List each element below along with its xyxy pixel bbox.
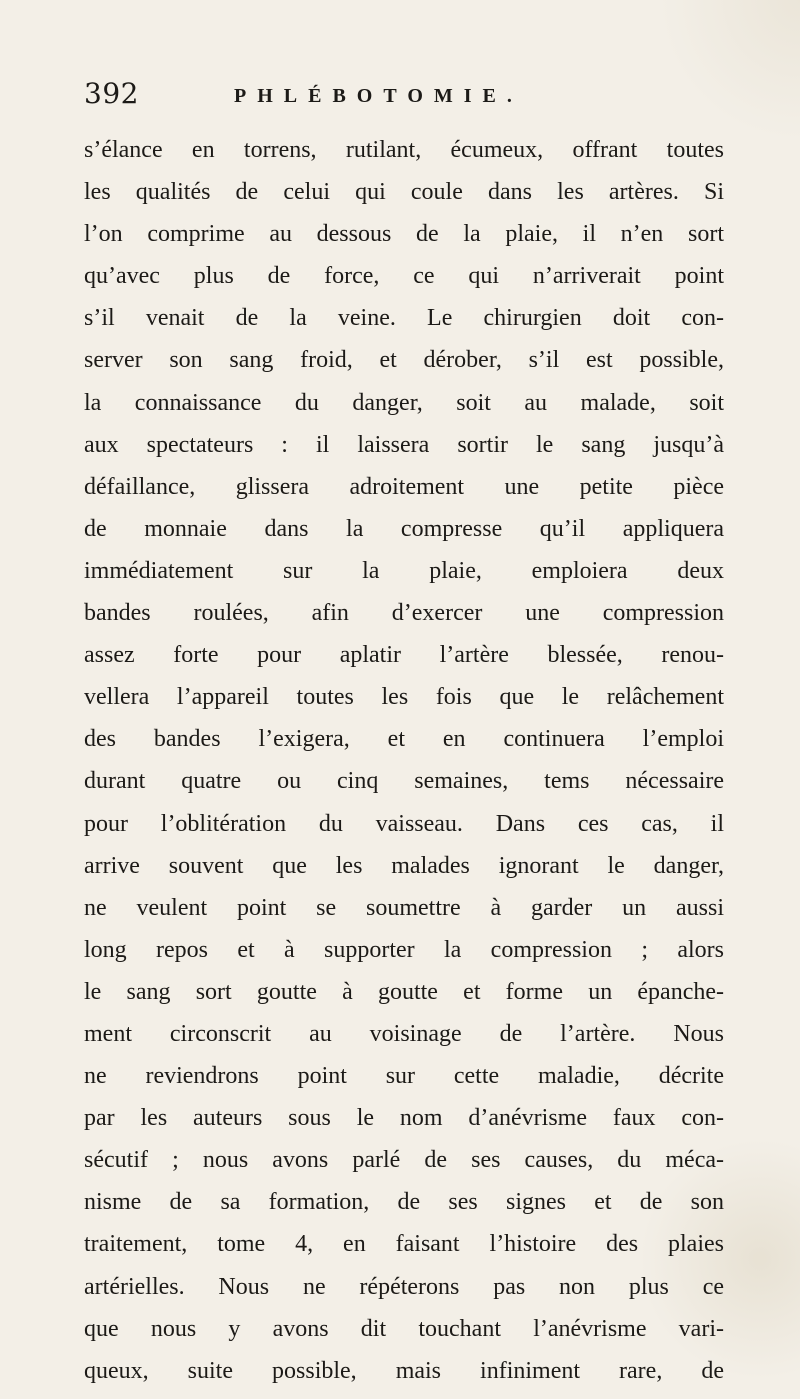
text-line: ne veulent point se soumettre à garder un aussi — [84, 894, 724, 921]
text-line: l’on comprime au dessous de la plaie, il n’en sort — [84, 221, 724, 248]
text-line: aux spectateurs : il laissera sortir le sang jusqu’à — [84, 431, 724, 458]
text-line: qu’avec plus de force, ce qui n’arriverait point — [84, 263, 724, 290]
text-line: s’élance en torrens, rutilant, écumeux, offrant toutes — [84, 137, 724, 163]
text-line: long repos et à supporter la compression ; alors — [84, 936, 724, 963]
running-title: PHLÉBOTOMIE. — [234, 85, 523, 107]
text-line: server son sang froid, et dérober, s’il est possible, — [84, 347, 724, 374]
text-line: nisme de sa formation, de ses signes et de son — [84, 1189, 724, 1216]
text-line: des bandes l’exigera, et en continuera l’emploi — [84, 726, 724, 753]
text-line: que nous y avons dit touchant l’anévrisme vari- — [84, 1315, 724, 1342]
text-line: queux, suite possible, mais infiniment rare, de — [84, 1357, 724, 1384]
text-line: les qualités de celui qui coule dans les artères. Si — [84, 179, 724, 206]
text-line: immédiatement sur la plaie, emploiera deux — [84, 557, 724, 584]
body-text — [84, 129, 724, 1392]
text-line: ne reviendrons point sur cette maladie, décrite — [84, 1063, 724, 1090]
text-line: la connaissance du danger, soit au malade, soit — [84, 389, 724, 416]
page-number: 392 — [84, 77, 139, 110]
text-line: s’il venait de la veine. Le chirurgien doit con- — [84, 305, 724, 332]
text-line: artérielles. Nous ne répéterons pas non plus ce — [84, 1273, 724, 1300]
text-line: de monnaie dans la compresse qu’il appliquera — [84, 515, 724, 542]
text-line: assez forte pour aplatir l’artère blessée, renou- — [84, 642, 724, 669]
text-line: traitement, tome 4, en faisant l’histoire des plaies — [84, 1231, 724, 1258]
text-line: le sang sort goutte à goutte et forme un épanche- — [84, 978, 724, 1005]
text-line: arrive souvent que les malades ignorant le danger, — [84, 852, 724, 879]
text-line: bandes roulées, afin d’exercer une compression — [84, 600, 724, 627]
text-line: vellera l’appareil toutes les fois que le relâchement — [84, 684, 724, 711]
text-line: sécutif ; nous avons parlé de ses causes, du méca- — [84, 1147, 724, 1174]
text-line: pour l’oblitération du vaisseau. Dans ces cas, il — [84, 810, 724, 837]
text-line: par les auteurs sous le nom d’anévrisme faux con- — [84, 1105, 724, 1132]
text-line: durant quatre ou cinq semaines, tems nécessaire — [84, 768, 724, 795]
page-header — [84, 74, 744, 118]
text-line: ment circonscrit au voisinage de l’artère. Nous — [84, 1020, 724, 1047]
text-line: défaillance, glissera adroitement une petite pièce — [84, 473, 724, 500]
